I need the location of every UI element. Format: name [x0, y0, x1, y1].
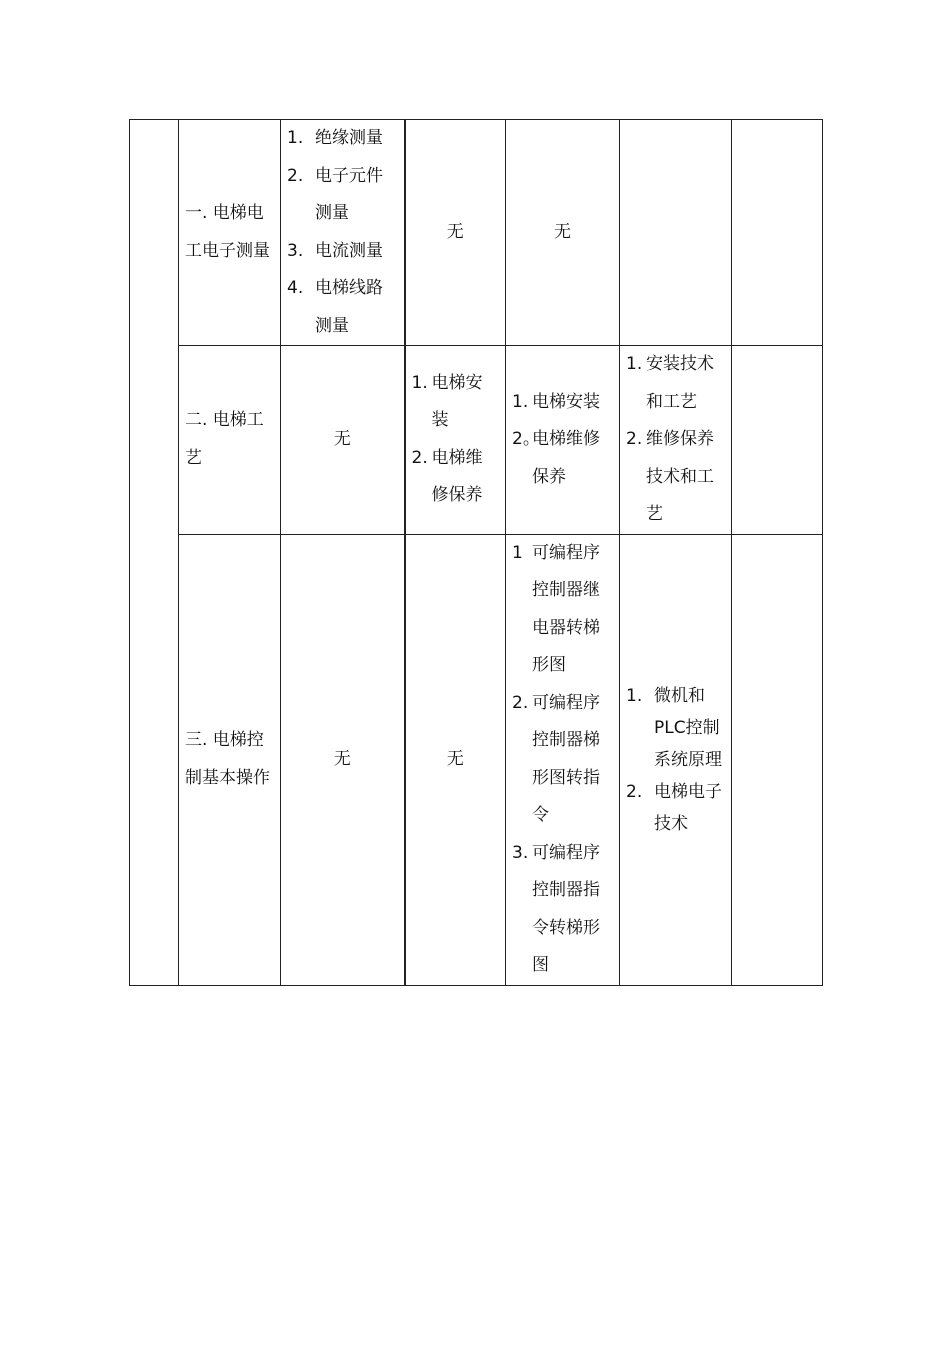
list-item [412, 440, 500, 515]
list-item [512, 535, 613, 685]
table-row [130, 346, 823, 535]
module-label: 一. 电梯电工电子测量 [185, 203, 270, 261]
item-text: 电梯线路测量 [315, 278, 383, 336]
item-text: 可编程序控制器梯形图转指令 [532, 692, 600, 825]
content-list [281, 120, 405, 346]
item-number: 2. [626, 781, 643, 802]
list-item [626, 776, 725, 840]
list-item [412, 365, 500, 440]
content-list [405, 346, 506, 535]
item-text: 电梯电子技术 [654, 781, 722, 834]
cell-none [405, 120, 506, 346]
list-item [287, 270, 398, 345]
empty-cell [620, 120, 732, 346]
cell-text: 无 [446, 221, 464, 242]
item-number: 1. [626, 685, 643, 706]
item-text: 电梯维修保养 [532, 429, 600, 487]
item-number: 1. [626, 354, 643, 374]
item-text: 安装技术和工艺 [646, 354, 714, 412]
module-name [179, 346, 281, 535]
module-name [179, 534, 281, 985]
item-text: 可编程序控制器指令转梯形图 [532, 842, 600, 975]
item-number: 1. [287, 128, 304, 148]
item-number: 2. [512, 692, 529, 713]
list-item [512, 685, 613, 835]
empty-cell [732, 534, 823, 985]
cell-none [281, 346, 405, 535]
list-item [287, 158, 398, 233]
table-row [130, 120, 823, 346]
module-label: 三. 电梯控制基本操作 [185, 730, 270, 788]
item-text: 维修保养技术和工艺 [646, 429, 714, 524]
item-number: 1. [411, 372, 428, 393]
empty-cell [732, 346, 823, 535]
blank-left-column [130, 120, 179, 986]
item-number: 3. [512, 842, 529, 863]
item-number: 1 [512, 542, 523, 563]
item-text: 电梯维修保养 [431, 447, 483, 506]
item-text: 微机和PLC控制系统原理 [654, 685, 722, 770]
list-item [512, 835, 613, 985]
item-text: 绝缘测量 [315, 128, 383, 148]
content-list [506, 346, 620, 535]
cell-text: 无 [446, 748, 464, 769]
item-text: 可编程序控制器继电器转梯形图 [532, 542, 600, 675]
content-list [620, 346, 732, 535]
item-number: 2. [626, 429, 643, 449]
cell-text: 无 [554, 221, 571, 242]
content-list [506, 534, 620, 985]
item-text: 电梯安装 [532, 391, 600, 412]
item-number: 1. [512, 391, 529, 412]
list-item [626, 680, 725, 776]
list-item [287, 233, 398, 271]
list-item [626, 346, 725, 421]
table-row [130, 534, 823, 985]
item-number: 2. [287, 165, 304, 186]
item-text: 电子元件测量 [315, 165, 383, 223]
item-number: 2。 [512, 429, 540, 449]
list-item [626, 421, 725, 534]
module-name [179, 120, 281, 346]
cell-text: 无 [333, 748, 351, 769]
item-number: 2. [411, 447, 428, 468]
cell-none [405, 534, 506, 985]
item-text: 电流测量 [315, 240, 383, 261]
module-label: 二. 电梯工艺 [185, 410, 264, 468]
empty-cell [732, 120, 823, 346]
list-item [512, 384, 613, 422]
cell-none [506, 120, 620, 346]
item-number: 3. [287, 240, 304, 261]
cell-none [281, 534, 405, 985]
cell-text: 无 [333, 429, 351, 449]
list-item [287, 120, 398, 158]
curriculum-table [129, 119, 823, 986]
list-item [512, 421, 613, 496]
item-text: 电梯安装 [431, 372, 483, 431]
content-list [620, 534, 732, 985]
item-number: 4. [287, 278, 304, 298]
